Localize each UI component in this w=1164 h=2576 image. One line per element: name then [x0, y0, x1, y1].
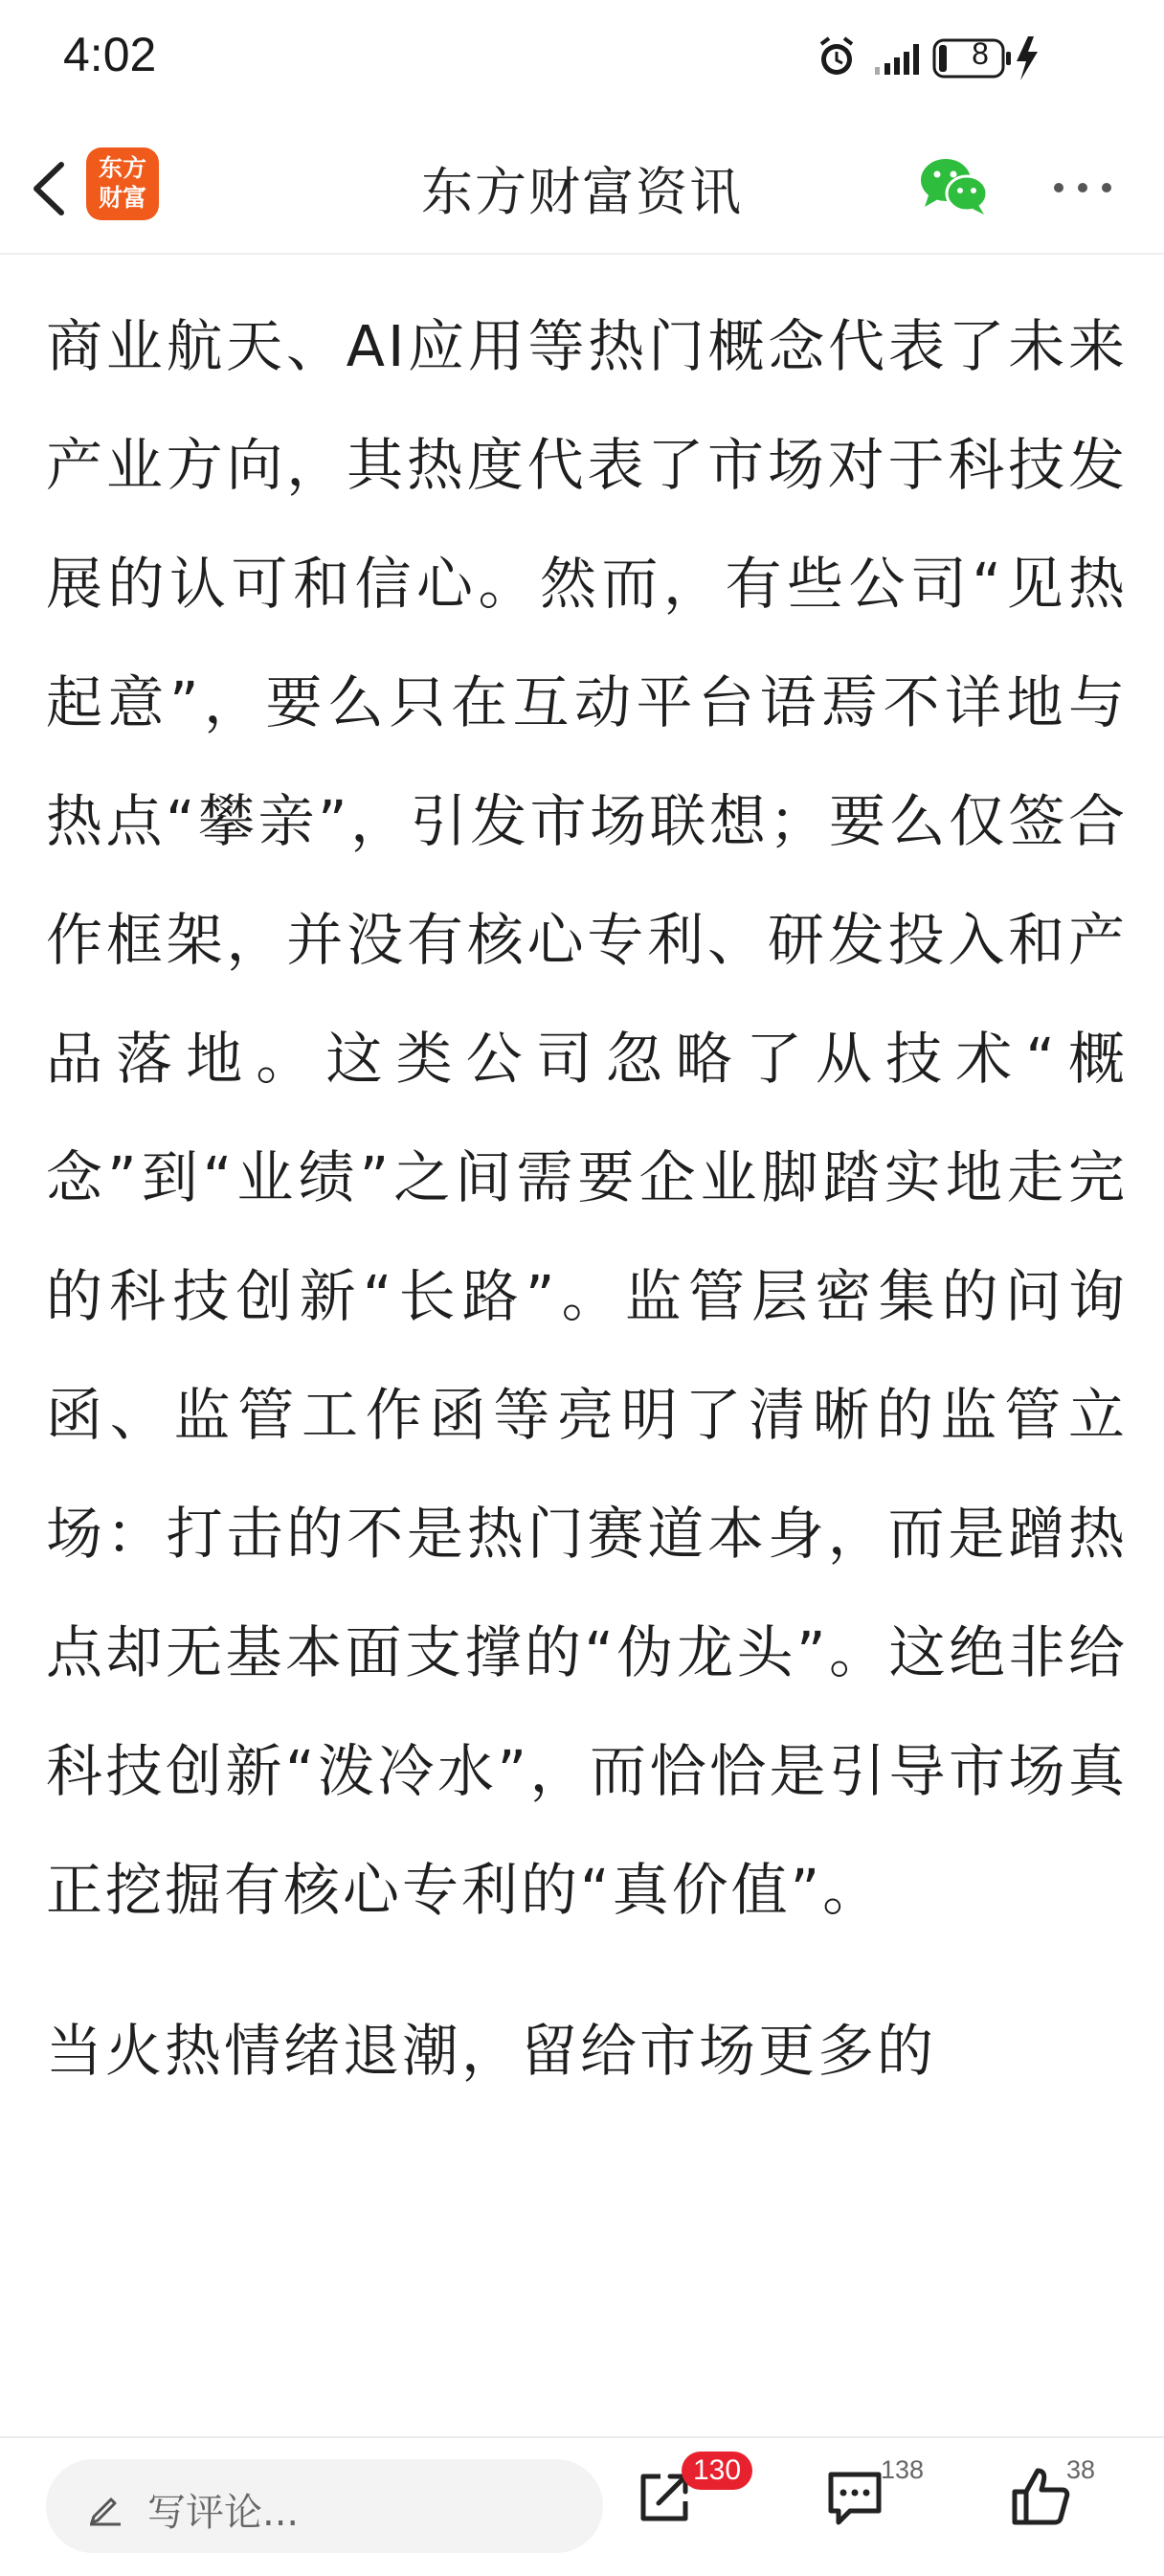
wechat-icon [919, 155, 988, 216]
comment-bubble-icon [821, 2463, 888, 2530]
article-paragraph: 当火热情绪退潮，留给市场更多的 [46, 2018, 937, 2084]
charging-icon [1017, 36, 1038, 80]
comment-input[interactable] [46, 2459, 603, 2553]
signal-icon [875, 44, 919, 75]
comment-count: 138 [881, 2455, 925, 2484]
more-icon [1049, 161, 1116, 215]
share-button[interactable] [632, 2454, 742, 2540]
status-time: 4:02 [63, 28, 157, 81]
article-body [46, 287, 1128, 2425]
status-icons [816, 29, 1103, 86]
page-title: 东方财富资讯 [421, 162, 743, 222]
like-button[interactable] [1007, 2455, 1096, 2540]
share-count-badge: 130 [682, 2452, 752, 2490]
nav-bar [0, 123, 1164, 255]
comment-placeholder: 写评论... [147, 2491, 300, 2535]
more-button[interactable] [1049, 161, 1116, 215]
logo-text: 东方财富 [98, 154, 146, 212]
alarm-icon [821, 38, 852, 75]
thumbs-up-icon [1007, 2463, 1074, 2530]
wechat-share-button[interactable] [919, 155, 988, 216]
pencil-icon [86, 2488, 124, 2526]
status-bar [0, 0, 1164, 123]
battery-level: 8 [972, 36, 989, 71]
comments-button[interactable] [821, 2455, 925, 2540]
bottom-action-bar [0, 2436, 1164, 2576]
like-count: 38 [1066, 2455, 1096, 2484]
article-paragraph: 商业航天、AI应用等热门概念代表了未来产业方向，其热度代表了市场对于科技发展的认可和信心。然而，有些公司“见热起意”，要么只在互动平台语焉不详地与热点“攀亲”，引发市场联想；要么仅签合作框架，并没有核心专利、研发投入和产品落地。这类公司忽略了从技术“概念”到“业绩”之间需要企业脚踏实地走完的科技创新“长路”。监管层密集的问询函、监管工作函等亮明了清晰的监管立场：打击的不是热门赛道本身，而是蹭热点却无基本面支撑的“伪龙头”。这绝非给科技创新“泼冷水”，而恰恰是引导市场真正挖掘有核心专利的“真价值”。 [46, 313, 1128, 1923]
